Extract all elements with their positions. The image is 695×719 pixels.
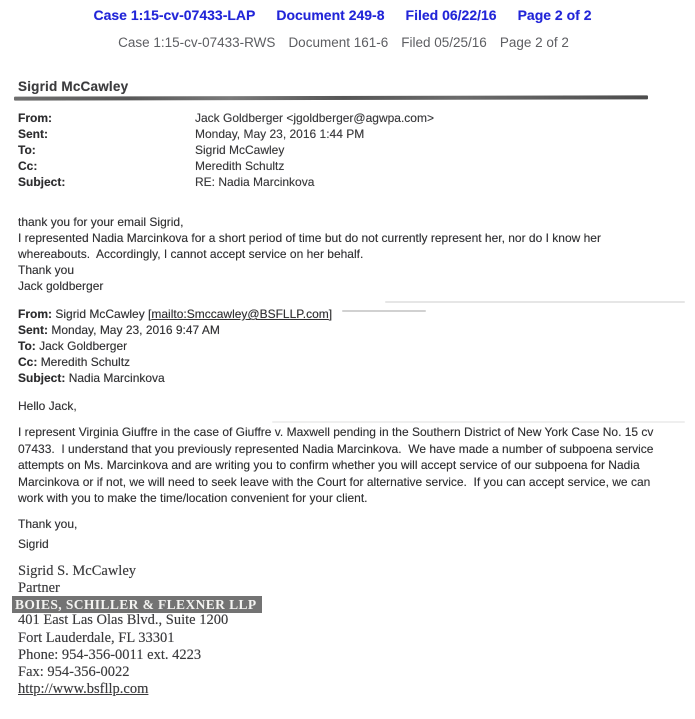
email-header-to-row [18, 142, 434, 158]
body-line: Marcinkova or if not, we will need to seek leave with the Court for alternative service. If you can accept service, we can [18, 474, 651, 489]
quoted-from-name: Sigrid McCawley [55, 307, 149, 321]
closing-phrase [18, 516, 77, 532]
quoted-email-header [18, 306, 332, 386]
scan-artifact-line [385, 301, 685, 303]
email-header-from-row [18, 110, 434, 126]
from-label: From: [18, 111, 52, 125]
stamp2-document-number: Document 161-6 [288, 35, 389, 50]
reply-line: Jack goldberger [18, 279, 104, 293]
signature-address-line1: 401 East Las Olas Blvd., Suite 1200 [18, 612, 229, 628]
scan-artifact-line [272, 421, 685, 423]
quoted-subject-value: Nadia Marcinkova [68, 371, 165, 385]
email-header-block [18, 110, 434, 190]
cc-value: Meredith Schultz [195, 159, 285, 173]
to-value: Sigrid McCawley [195, 143, 285, 157]
firm-name-banner [12, 596, 262, 613]
from-value: Jack Goldberger <jgoldberger@agwpa.com> [195, 111, 434, 125]
body-line: attempts on Ms. Marcinkova and are writing you to confirm whether you will accept service of our subpoena for Nadia [18, 458, 640, 472]
cc-label: Cc: [18, 159, 38, 173]
closing-name-text: Sigrid [18, 537, 49, 551]
document-owner-name: Sigrid McCawley [18, 79, 129, 94]
stamp1-page-number: Page 2 of 2 [517, 7, 592, 23]
greeting [18, 398, 77, 414]
closing-text: Thank you, [18, 517, 78, 531]
body-line: work with you to make the time/location convenient for your client. [18, 491, 368, 505]
signature-fax: Fax: 954-356-0022 [18, 664, 130, 680]
stamp2-page-number: Page 2 of 2 [499, 35, 569, 50]
court-stamp-line-1 [0, 7, 690, 23]
stamp1-document-number: Document 249-8 [276, 7, 385, 23]
quoted-to-value: Jack Goldberger [39, 339, 128, 353]
scan-artifact-line [342, 310, 426, 312]
quoted-from-label: From: [18, 307, 52, 321]
subject-value: RE: Nadia Marcinkova [195, 175, 315, 189]
signature-title: Partner [18, 580, 60, 596]
reply-body [18, 214, 601, 294]
reply-line: Thank you [18, 263, 75, 277]
quoted-to-line [18, 338, 332, 354]
bracket-open: [ [148, 307, 152, 321]
subject-label: Subject: [18, 175, 66, 189]
quoted-cc-line [18, 354, 332, 370]
email-header-cc-row [18, 158, 434, 174]
email-header-subject-row [18, 174, 434, 190]
stamp2-filed-date: Filed 05/25/16 [401, 35, 487, 50]
body-line: 07433. I understand that you previously represented Nadia Marcinkova. We have made a number of subpoena service [18, 441, 654, 456]
quoted-sent-line [18, 322, 332, 338]
quoted-from-line [18, 306, 332, 322]
signature-address-line2: Fort Lauderdale, FL 33301 [18, 630, 175, 646]
quoted-subject-line [18, 370, 332, 386]
reply-line: whereabouts. Accordingly, I cannot accept service on her behalf. [18, 247, 364, 261]
mailto-link[interactable]: mailto:Smccawley@BSFLLP.com [151, 307, 329, 321]
signature-phone: Phone: 954-356-0011 ext. 4223 [18, 647, 202, 663]
original-message-body [18, 424, 653, 507]
sent-value: Monday, May 23, 2016 1:44 PM [195, 127, 365, 141]
quoted-cc-value: Meredith Schultz [40, 355, 131, 369]
email-header-sent-row [18, 126, 434, 142]
quoted-subject-label: Subject: [18, 371, 66, 385]
bracket-close: ] [328, 307, 333, 321]
website-link[interactable]: http://www.bsfllp.com [18, 681, 149, 697]
to-label: To: [18, 143, 36, 157]
stamp1-filed-date: Filed 06/22/16 [405, 7, 497, 23]
quoted-cc-label: Cc: [18, 355, 38, 369]
closing-name [18, 536, 49, 552]
quoted-to-label: To: [18, 339, 36, 353]
greeting-text: Hello Jack, [18, 399, 77, 413]
quoted-sent-label: Sent: [18, 323, 48, 337]
reply-line: I represented Nadia Marcinkova for a short period of time but do not currently represent her, nor do I know her [18, 231, 601, 245]
reply-line: thank you for your email Sigrid, [18, 215, 184, 229]
firm-name: BOIES, SCHILLER & FLEXNER LLP [15, 596, 257, 612]
signature-name: Sigrid S. McCawley [18, 563, 137, 579]
court-stamp-line-2 [0, 35, 691, 50]
stamp2-case-number: Case 1:15-cv-07433-RWS [118, 35, 276, 50]
sent-label: Sent: [18, 127, 48, 141]
stamp1-case-number: Case 1:15-cv-07433-LAP [93, 7, 256, 23]
header-divider-line [14, 95, 648, 100]
quoted-sent-value: Monday, May 23, 2016 9:47 AM [51, 323, 220, 337]
body-line: I represent Virginia Giuffre in the case of Giuffre v. Maxwell pending in the Southern District of New York Case No. 15 cv [18, 425, 654, 439]
